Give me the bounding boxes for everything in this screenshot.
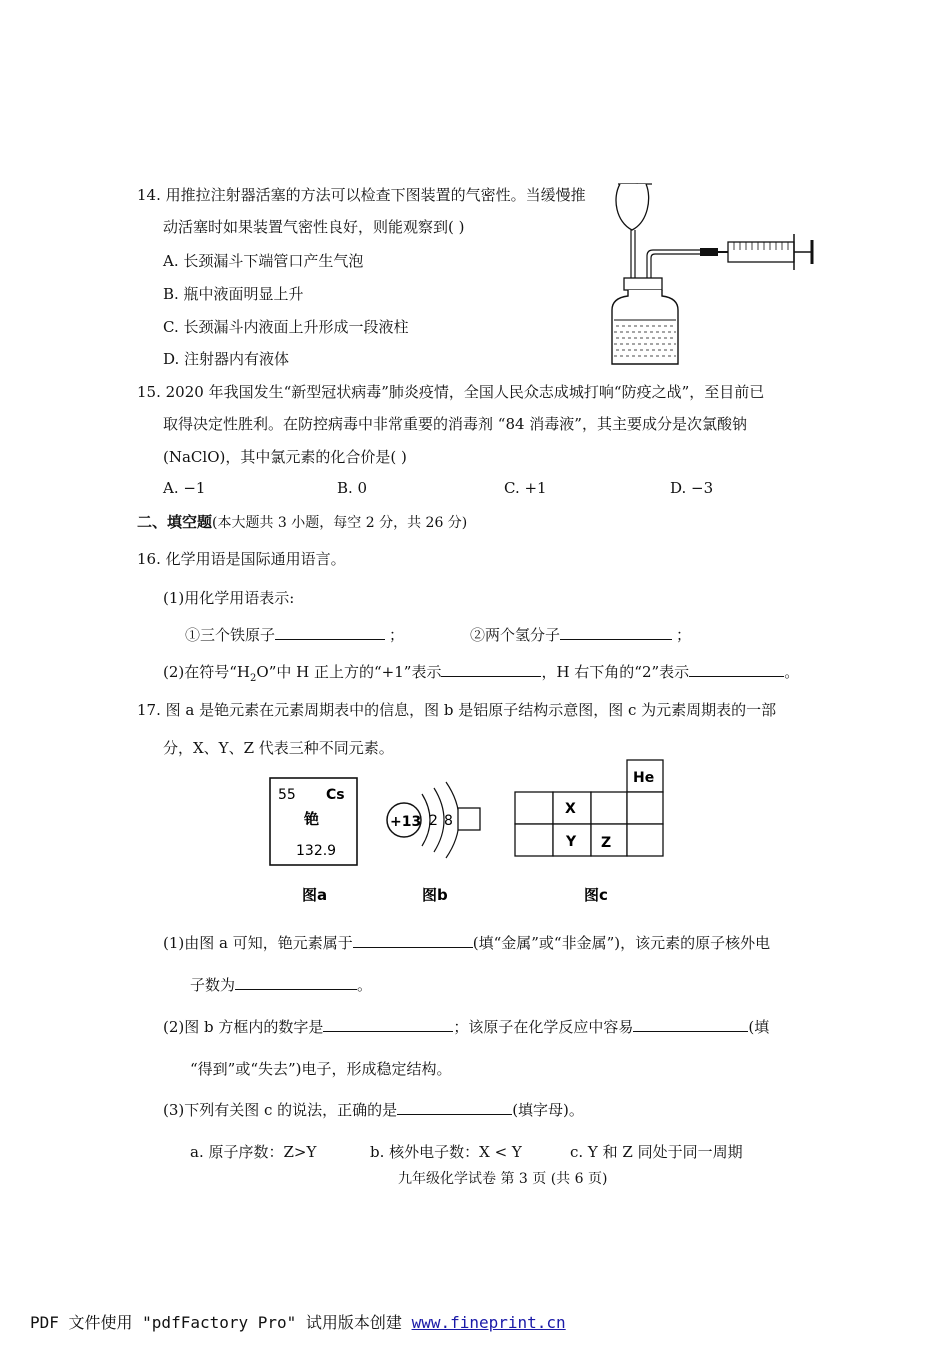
section-title: 二、填空题	[137, 513, 213, 531]
q17-p3a: (3)下列有关图 c 的说法，正确的是	[163, 1101, 398, 1119]
q15-line3: (NaClO)，其中氯元素的化合价是( )	[163, 448, 407, 466]
q17-blank-5[interactable]	[397, 1100, 512, 1115]
q16-semicolon-1: ；	[389, 626, 405, 644]
pdf-note	[30, 1310, 566, 1333]
fig-a-caption: 图a	[302, 886, 328, 904]
q16-period: 。	[784, 663, 800, 681]
q17-blank-3[interactable]	[323, 1017, 453, 1032]
h2o-h: H	[236, 663, 251, 681]
fig-a-symbol: Cs	[326, 787, 345, 803]
q17-p2c: (填	[748, 1018, 770, 1036]
figure-b	[382, 780, 487, 906]
q17-p1c: 子数为	[190, 976, 236, 994]
fig-c-x: X	[565, 801, 576, 817]
fig-c-caption: 图c	[584, 886, 608, 904]
fig-c-he: He	[633, 770, 655, 786]
q14-option-c: C. 长颈漏斗内液面上升形成一段液柱	[163, 318, 409, 336]
q16-blank-2[interactable]	[560, 625, 672, 640]
fig-a-mass: 132.9	[296, 843, 337, 859]
q17-line2: 分，X、Y、Z 代表三种不同元素。	[163, 739, 394, 757]
fig-b-nucleus: +13	[390, 814, 422, 830]
q17-option-a: a. 原子序数：Z>Y	[190, 1143, 317, 1161]
q14-stem-line2: 动活塞时如果装置气密性良好，则能观察到( )	[163, 218, 465, 236]
figure-a	[268, 776, 360, 906]
q17-p1b: (填“金属”或“非金属”)，该元素的原子核外电	[472, 934, 771, 952]
fig-c-z: Z	[601, 835, 612, 851]
section-heading	[137, 511, 467, 532]
fig-b-caption: 图b	[422, 886, 448, 904]
q16-item1-label: ①三个铁原子	[185, 626, 276, 644]
q17-period-1: 。	[357, 976, 373, 994]
q16-part1: (1)用化学用语表示:	[163, 589, 295, 607]
h2o-o: O	[256, 663, 269, 681]
q16-blank-1[interactable]	[275, 625, 385, 640]
q16-item1	[185, 624, 404, 645]
fig-b-shell1: 2	[429, 813, 438, 829]
q16-semicolon-2: ；	[676, 626, 692, 644]
figure-c	[512, 758, 668, 906]
q14-stem-line1: 14. 用推拉注射器活塞的方法可以检查下图装置的气密性。当缓慢推	[137, 186, 586, 204]
q16-blank-4[interactable]	[689, 662, 784, 677]
q15-option-a: A. −1	[163, 479, 206, 497]
h2o-sub: 2	[250, 673, 257, 684]
q16-p2a: (2)在符号“	[163, 663, 237, 681]
q17-line1: 17. 图 a 是铯元素在元素周期表中的信息，图 b 是铝原子结构示意图，图 c 为元素周期表的一部	[137, 701, 777, 719]
pdf-note-text: PDF 文件使用 "pdfFactory Pro" 试用版本创建	[30, 1313, 412, 1332]
q17-option-b: b. 核外电子数：X < Y	[370, 1143, 522, 1161]
q16-part2	[163, 661, 799, 684]
q16-item2	[470, 624, 691, 645]
q17-blank-1[interactable]	[353, 933, 473, 948]
q17-p3b: (填字母)。	[512, 1101, 584, 1119]
q17-part3	[163, 1099, 584, 1120]
q15-option-d: D. −3	[670, 479, 714, 497]
apparatus-figure	[600, 178, 825, 368]
q17-part1	[163, 932, 770, 953]
q16-blank-3[interactable]	[441, 662, 541, 677]
fig-a-number: 55	[278, 787, 296, 803]
q17-part2	[163, 1016, 769, 1037]
q16-p2c: ，H 右下角的“2”表示	[541, 663, 690, 681]
q16-p2b: ”中 H 正上方的“+1”表示	[268, 663, 442, 681]
q17-option-c: c. Y 和 Z 同处于同一周期	[570, 1143, 743, 1161]
q17-p2b: ；该原子在化学反应中容易	[453, 1018, 634, 1036]
q15-line1: 15. 2020 年我国发生“新型冠状病毒”肺炎疫情，全国人民众志成城打响“防疫之战”，至目前已	[137, 383, 765, 401]
q14-option-a: A. 长颈漏斗下端管口产生气泡	[163, 252, 364, 270]
section-note: (本大题共 3 小题，每空 2 分，共 26 分)	[212, 515, 468, 531]
q15-option-c: C. +1	[504, 479, 547, 497]
q14-option-d: D. 注射器内有液体	[163, 350, 290, 368]
fig-b-blank-box	[458, 808, 480, 830]
q14-option-b: B. 瓶中液面明显上升	[163, 285, 304, 303]
q17-part1-cont	[190, 974, 372, 995]
q17-p1a: (1)由图 a 可知，铯元素属于	[163, 934, 353, 952]
fig-a-name: 铯	[304, 810, 320, 828]
q17-blank-2[interactable]	[235, 975, 357, 990]
fig-c-y: Y	[566, 834, 577, 850]
q16-item2-label: ②两个氢分子	[470, 626, 561, 644]
q17-blank-4[interactable]	[633, 1017, 748, 1032]
q17-p2d: “得到”或“失去”)电子，形成稳定结构。	[190, 1060, 452, 1078]
q15-option-b: B. 0	[337, 479, 368, 497]
fig-b-shell2: 8	[444, 813, 453, 829]
page-footer: 九年级化学试卷 第 3 页 (共 6 页)	[398, 1171, 608, 1187]
q15-line2: 取得决定性胜利。在防控病毒中非常重要的消毒剂 “84 消毒液”，其主要成分是次氯酸钠	[163, 415, 747, 433]
q16-stem: 16. 化学用语是国际通用语言。	[137, 550, 346, 568]
fineprint-link[interactable]: www.fineprint.cn	[411, 1313, 566, 1332]
q17-p2a: (2)图 b 方框内的数字是	[163, 1018, 324, 1036]
